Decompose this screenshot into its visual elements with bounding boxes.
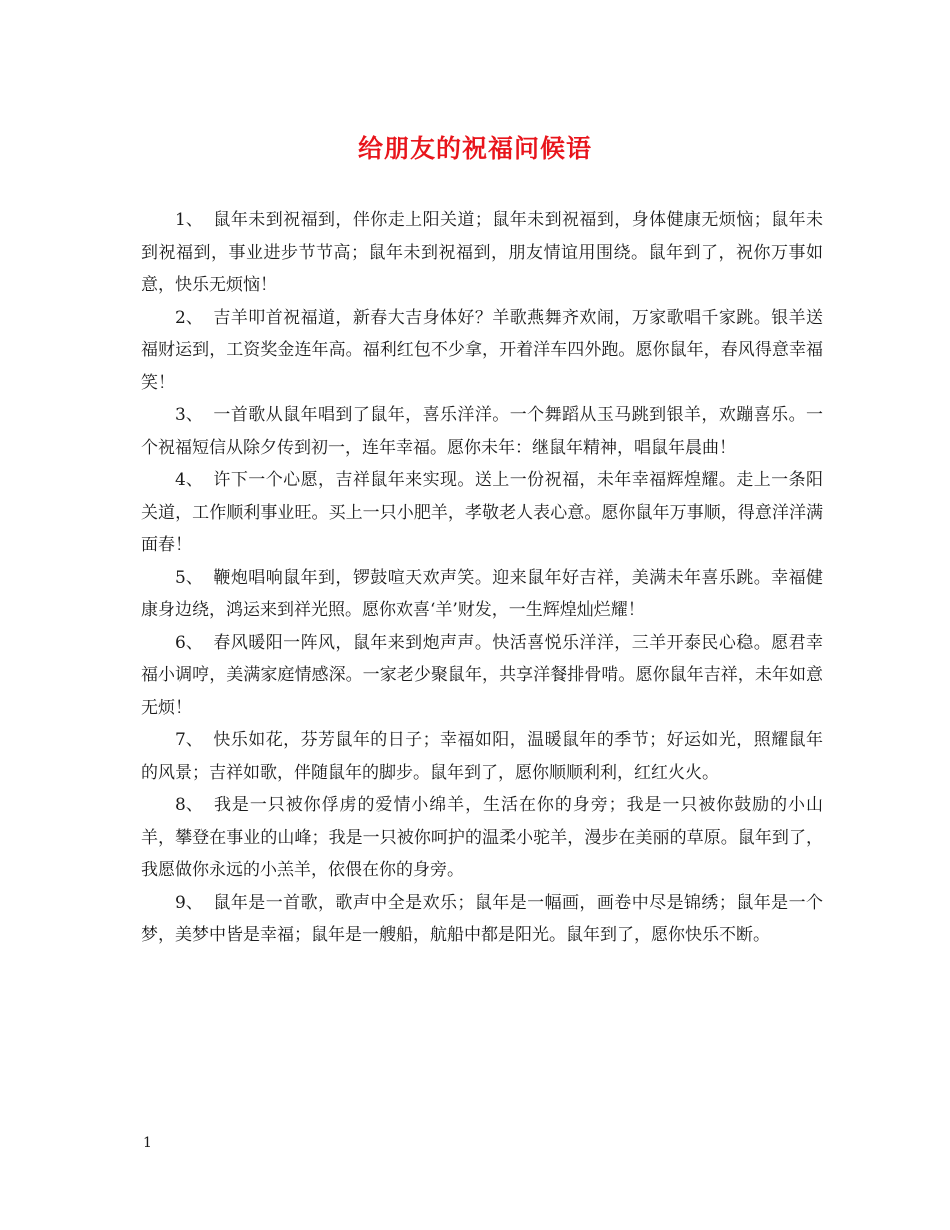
paragraph-2: [141, 302, 823, 400]
paragraph-7: [141, 724, 823, 789]
document-body: [141, 204, 823, 952]
paragraph-text: 鼠年未到祝福到，伴你走上阳关道；鼠年未到祝福到，身体健康无烦恼；鼠年未到祝福到，事业进步节节高；鼠年未到祝福到，朋友情谊用围绕。鼠年到了，祝你万事如意，快乐无烦恼！: [141, 210, 823, 295]
paragraph-5: [141, 562, 823, 627]
paragraph-8: [141, 789, 823, 887]
paragraph-text: 鼠年是一首歌，歌声中全是欢乐；鼠年是一幅画，画卷中尽是锦绣；鼠年是一个梦，美梦中皆是幸福；鼠年是一艘船，航船中都是阳光。鼠年到了，愿你快乐不断。: [141, 892, 823, 945]
paragraph-number: 6、: [175, 632, 203, 653]
paragraph-text: 快乐如花，芬芳鼠年的日子；幸福如阳，温暖鼠年的季节；好运如光，照耀鼠年的风景；吉祥如歌，伴随鼠年的脚步。鼠年到了，愿你顺顺利利，红红火火。: [141, 730, 823, 783]
paragraph-text: 我是一只被你俘虏的爱情小绵羊，生活在你的身旁；我是一只被你鼓励的小山羊，攀登在事业的山峰；我是一只被你呵护的温柔小驼羊，漫步在美丽的草原。鼠年到了，我愿做你永远的小羔羊，依偎在你的身旁。: [141, 795, 823, 880]
paragraph-3: [141, 399, 823, 464]
paragraph-number: 3、: [175, 405, 203, 425]
document-title: 给朋友的祝福问候语: [357, 134, 592, 163]
paragraph-text: 春风暖阳一阵风，鼠年来到炮声声。快活喜悦乐洋洋，三羊开泰民心稳。愿君幸福小调哼，美满家庭情感深。一家老少聚鼠年，共享洋餐排骨啃。愿你鼠年吉祥，未年如意无烦！: [141, 632, 823, 718]
paragraph-text: 一首歌从鼠年唱到了鼠年，喜乐洋洋。一个舞蹈从玉马跳到银羊，欢蹦喜乐。一个祝福短信从除夕传到初一，连年幸福。愿你未年：继鼠年精神，唱鼠年晨曲！: [141, 405, 823, 458]
paragraph-number: 8、: [175, 795, 203, 815]
paragraph-text: 鞭炮唱响鼠年到，锣鼓喧天欢声笑。迎来鼠年好吉祥，美满未年喜乐跳。幸福健康身边绕，鸿运来到祥光照。愿你欢喜‘羊’财发，一生辉煌灿烂耀！: [141, 567, 823, 620]
paragraph-number: 7、: [175, 730, 203, 750]
paragraph-text: 许下一个心愿，吉祥鼠年来实现。送上一份祝福，未年幸福辉煌耀。走上一条阳关道，工作顺利事业旺。买上一只小肥羊，孝敬老人表心意。愿你鼠年万事顺，得意洋洋满面春！: [141, 470, 823, 555]
paragraph-4: [141, 464, 823, 562]
paragraph-text: 吉羊叩首祝福道，新春大吉身体好？羊歌燕舞齐欢闹，万家歌唱千家跳。银羊送福财运到，工资奖金连年高。福利红包不少拿，开着洋车四外跑。愿你鼠年，春风得意幸福笑！: [141, 307, 823, 393]
paragraph-number: 2、: [175, 307, 203, 328]
page-number: 1: [143, 1135, 152, 1151]
paragraph-1: [141, 204, 823, 302]
paragraph-6: [141, 627, 823, 725]
paragraph-number: 5、: [175, 567, 203, 588]
paragraph-number: 4、: [175, 470, 203, 490]
paragraph-number: 9、: [175, 892, 203, 913]
paragraph-number: 1、: [175, 210, 203, 230]
paragraph-9: [141, 887, 823, 952]
